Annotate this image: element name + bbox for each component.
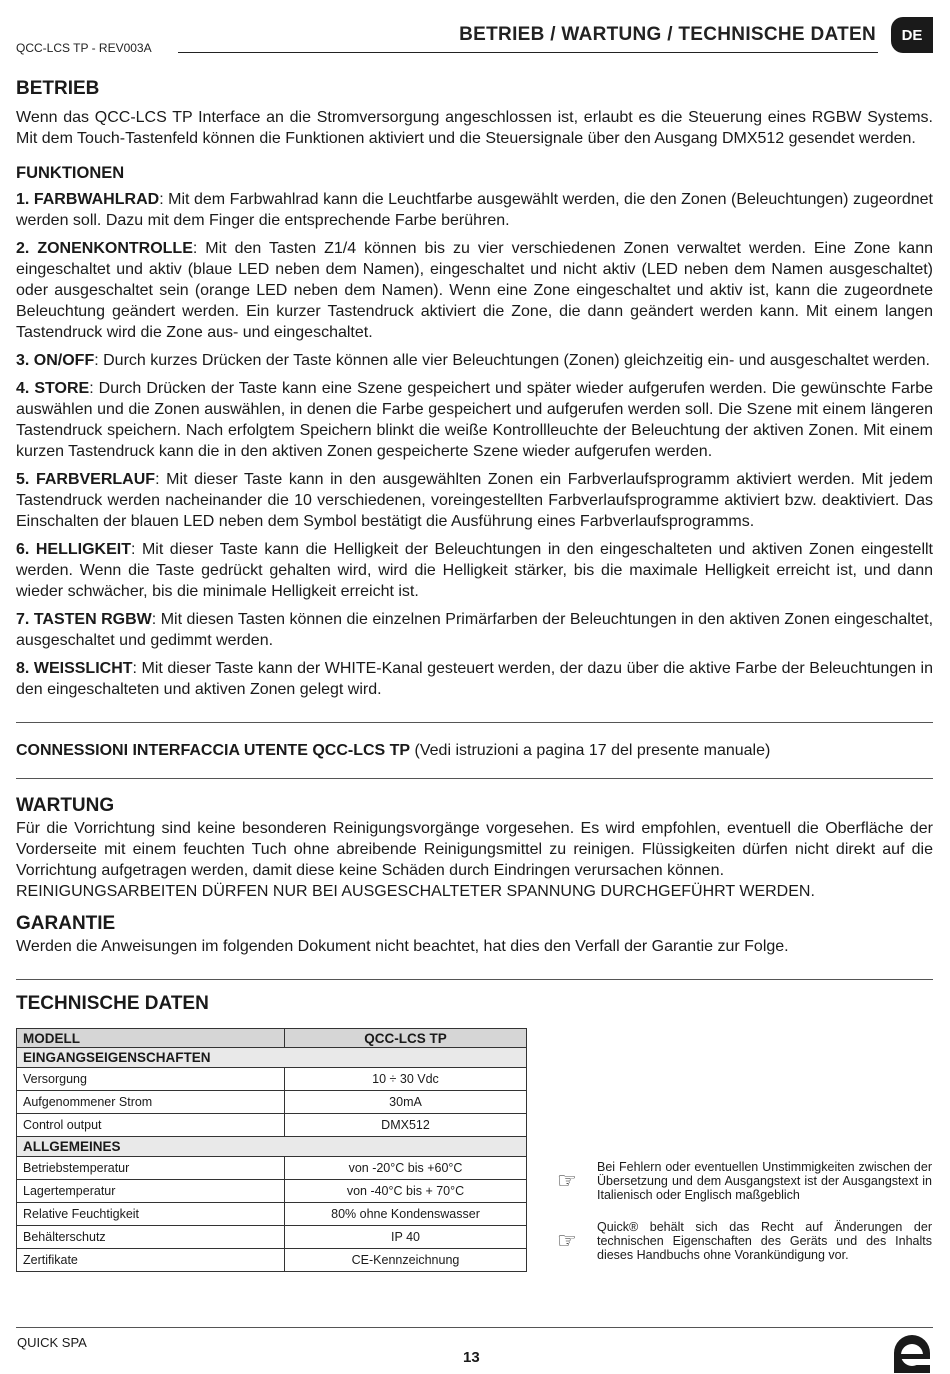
footer-divider: [16, 1327, 933, 1328]
translation-note: [557, 1160, 932, 1202]
function-text: : Durch Drücken der Taste kann eine Szene gespeichert und später wieder aufgerufen werden. Die gewünschte Farbe auswählen und die Zonen auswählen, in denen die Farbe gespeichert und aufgerufen werden soll. Die Szene mit einem längeren Tastendruck speichern. Nach erfolgtem Speichern blinkt die weiße Kontrollleuchte der Beleuchtung der aktiven Zonen. Mit einem kurzen Tastendruck kann die in den aktiven Zonen gespeicherte Szene wieder aufgerufen werden.: [16, 380, 934, 460]
company-name: QUICK SPA: [17, 1335, 87, 1350]
function-text: : Durch kurzes Drücken der Taste können alle vier Beleuchtungen (Zonen) gleichzeitig ein- und ausgeschaltet werden.: [94, 352, 930, 369]
function-text: : Mit dieser Taste kann der WHITE-Kanal gesteuert werden, der dazu über die aktive Farbe der Beleuchtungen in den eingeschalteten und aktiven Zonen gelegt wird.: [16, 660, 934, 698]
function-text: : Mit dem Farbwahlrad kann die Leuchtfarbe ausgewählt werden, die den Zonen (Beleuchtungen) zugeordnet werden soll. Dazu mit dem Finger die entsprechende Farbe berühren.: [16, 191, 934, 229]
function-item: [16, 539, 933, 602]
wartung-heading: WARTUNG: [16, 795, 115, 816]
connections-reference: [16, 740, 933, 761]
table-value: CE-Kennzeichnung: [285, 1249, 527, 1272]
pointing-hand-icon: ☞: [557, 1228, 577, 1253]
funktionen-heading: FUNKTIONEN: [16, 164, 125, 182]
function-text: : Mit den Tasten Z1/4 können bis zu vier verschiedenen Zonen verwaltet werden. Eine Zone kann eingeschaltet und aktiv (blaue LED neben dem Namen), eingeschaltet und nicht aktiv (LED neben dem Namen ausgeschaltet) oder ausgeschaltet sein (orange LED neben dem Namen). Wenn eine Zone eingeschaltet und aktiv ist, kann die zugeordnete Beleuchtung geändert werden. Ein kurzer Tastendruck aktiviert die Zone, die dann geändert werden kann. Mit einem langen Tastendruck wird die Zone aus- und eingeschaltet.: [16, 240, 933, 341]
table-header: MODELL: [17, 1029, 285, 1048]
table-row: [17, 1114, 527, 1137]
section-divider: [16, 979, 933, 980]
table-header-row: [17, 1029, 527, 1048]
page-number: 13: [463, 1349, 480, 1366]
rights-note: [557, 1220, 932, 1262]
function-item: [16, 378, 933, 462]
function-label: 7. TASTEN RGBW: [16, 611, 152, 628]
page-title: BETRIEB / WARTUNG / TECHNISCHE DATEN: [459, 24, 876, 45]
table-row: [17, 1068, 527, 1091]
table-key: Behälterschutz: [17, 1226, 285, 1249]
table-value: 10 ÷ 30 Vdc: [285, 1068, 527, 1091]
table-key: Control output: [17, 1114, 285, 1137]
garantie-heading: GARANTIE: [16, 913, 116, 934]
header-divider: [178, 52, 878, 53]
function-text: : Mit dieser Taste kann die Helligkeit der Beleuchtungen in den eingeschalteten und aktiven Zonen eingestellt werden. Wenn die Taste gedrückt gehalten wird, wird die Helligkeit stärker, bis die maximale Helligkeit erreicht ist, und dann wieder schwächer, bis die minimale Helligkeit erreicht ist.: [16, 541, 933, 600]
table-row: [17, 1180, 527, 1203]
table-value: 80% ohne Kondenswasser: [285, 1203, 527, 1226]
function-label: 1. FARBWAHLRAD: [16, 191, 160, 208]
table-row: [17, 1226, 527, 1249]
section-divider: [16, 778, 933, 779]
table-row: [17, 1203, 527, 1226]
wartung-warning: REINIGUNGSARBEITEN DÜRFEN NUR BEI AUSGESCHALTETER SPANNUNG DURCHGEFÜHRT WERDEN.: [16, 883, 815, 900]
function-item: [16, 350, 933, 371]
betrieb-text: Wenn das QCC-LCS TP Interface an die Stromversorgung angeschlossen ist, erlaubt es die Steuerung eines RGBW Systems. Mit dem Touch-Tastenfeld können die Funktionen aktiviert und die Steuersignale über den Ausgang DMX512 gesendet werden.: [16, 109, 933, 147]
betrieb-heading: BETRIEB: [16, 78, 100, 99]
main-content: [16, 77, 933, 1272]
function-label: 2. ZONENKONTROLLE: [16, 240, 193, 257]
table-value: 30mA: [285, 1091, 527, 1114]
language-badge: DE: [891, 17, 933, 53]
table-value: von -20°C bis +60°C: [285, 1157, 527, 1180]
wartung-text: Für die Vorrichtung sind keine besonderen Reinigungsvorgänge vorgesehen. Es wird empfohlen, eventuell die Oberfläche der Vorderseite mit einem feuchten Tuch ohne abreibende Reinigungsmittel zu reinigen. Flüssigkeiten dürfen nicht direkt auf die Vorrichtung aufgetragen werden, damit diese keine Schäden durch Eindringen verursachen können.: [16, 820, 933, 879]
translation-note-text: Bei Fehlern oder eventuellen Unstimmigkeiten zwischen der Übersetzung und dem Ausgangstext ist der Ausgangstext in Italienisch oder Englisch maßgeblich: [597, 1160, 932, 1202]
table-key: Aufgenommener Strom: [17, 1091, 285, 1114]
quick-logo-icon: [892, 1333, 932, 1373]
table-key: Zertifikate: [17, 1249, 285, 1272]
table-section: EINGANGSEIGENSCHAFTEN: [17, 1048, 527, 1068]
section-divider: [16, 722, 933, 723]
pointing-hand-icon: ☞: [557, 1168, 577, 1193]
function-label: 5. FARBVERLAUF: [16, 471, 156, 488]
function-item: [16, 189, 933, 231]
table-row: [17, 1157, 527, 1180]
connections-title: CONNESSIONI INTERFACCIA UTENTE QCC-LCS TP: [16, 742, 411, 759]
function-item: [16, 609, 933, 651]
function-label: 6. HELLIGKEIT: [16, 541, 131, 558]
table-value: von -40°C bis + 70°C: [285, 1180, 527, 1203]
function-item: [16, 658, 933, 700]
rights-note-text: Quick® behält sich das Recht auf Änderungen der technischen Eigenschaften des Geräts und des Inhalts dieses Handbuchs ohne Vorankündigung vor.: [597, 1220, 932, 1262]
function-item: [16, 469, 933, 532]
table-header: QCC-LCS TP: [285, 1029, 527, 1048]
function-text: : Mit dieser Taste kann in den ausgewählten Zonen ein Farbverlaufsprogramm aktiviert werden. Mit jedem Tastendruck werden nacheinander die 10 verschiedenen, voreingestellten Farbverlaufsprogramme aktiviert bzw. deaktiviert. Das Einschalten der blauen LED neben dem Symbol bestätigt die Ausführung eines Farbverlaufsprogramms.: [16, 471, 934, 530]
table-section: ALLGEMEINES: [17, 1137, 527, 1157]
garantie-text: Werden die Anweisungen im folgenden Dokument nicht beachtet, hat dies den Verfall der Garantie zur Folge.: [16, 938, 789, 955]
table-section-row: [17, 1048, 527, 1068]
table-key: Relative Feuchtigkeit: [17, 1203, 285, 1226]
function-label: 8. WEISSLICHT: [16, 660, 133, 677]
spec-table: [16, 1028, 527, 1272]
tech-heading: TECHNISCHE DATEN: [16, 993, 209, 1014]
function-label: 3. ON/OFF: [16, 352, 95, 369]
table-section-row: [17, 1137, 527, 1157]
connections-note: (Vedi istruzioni a pagina 17 del presente manuale): [410, 742, 771, 759]
function-item: [16, 238, 933, 343]
table-value: DMX512: [285, 1114, 527, 1137]
table-key: Betriebstemperatur: [17, 1157, 285, 1180]
function-label: 4. STORE: [16, 380, 90, 397]
table-key: Versorgung: [17, 1068, 285, 1091]
table-value: IP 40: [285, 1226, 527, 1249]
table-key: Lagertemperatur: [17, 1180, 285, 1203]
table-row: [17, 1091, 527, 1114]
table-row: [17, 1249, 527, 1272]
function-text: : Mit diesen Tasten können die einzelnen Primärfarben der Beleuchtungen in den aktiven Zonen eingeschaltet, ausgeschaltet und gedimmt werden.: [16, 611, 934, 649]
document-id: QCC-LCS TP - REV003A: [16, 41, 152, 55]
